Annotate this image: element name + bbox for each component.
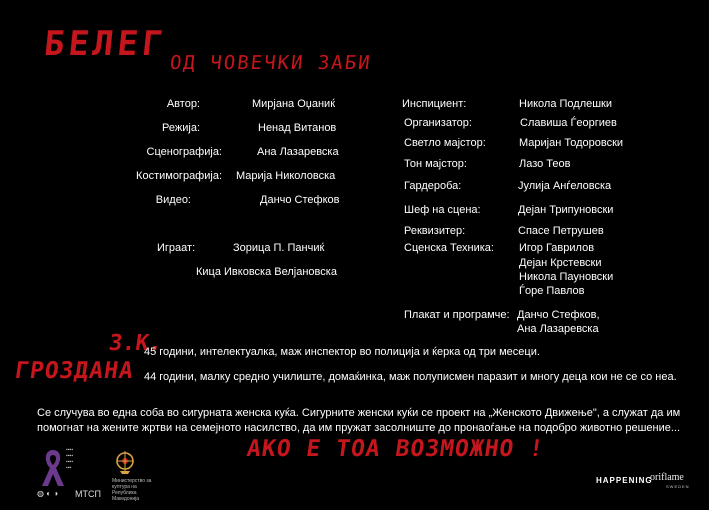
credit-name: Никола Подлешки	[519, 98, 613, 110]
credit-role: Автор:	[166, 98, 200, 110]
tech-member: Никола Пауновски	[519, 271, 614, 283]
credit-role: Шеф на сцена:	[404, 204, 481, 216]
tech-label: Сценска Техника:	[404, 242, 494, 254]
credit-name: Данчо Стефков	[260, 194, 340, 206]
ribbon-logo	[38, 448, 68, 488]
credit-role: Светло мајстор:	[404, 137, 486, 149]
character-desc-grozdana: 44 години, малку средно училиште, домаќинка, маж полуписмен паразит и многу деца кои не се со неа.	[144, 371, 677, 383]
emblem-icon	[114, 449, 136, 475]
happening-logo: HAPPENING	[596, 476, 653, 485]
oriflame-sub: SWEDEN	[666, 484, 690, 489]
ribbon-logo-caption: ▪▪▪▪ ▪▪▪▪ ▪▪▪▪ ▪▪▪	[66, 447, 74, 471]
tech-member: Ѓоре Павлов	[519, 285, 585, 297]
cast-member: Кица Ивковска Велјановска	[196, 266, 337, 278]
credit-role: Сценографија:	[146, 146, 222, 158]
credit-role: Режија:	[162, 122, 200, 134]
tagline: АКО Е ТОА ВОЗМОЖНО !	[245, 436, 546, 462]
credit-name: Ана Лазаревска	[257, 146, 339, 158]
credit-role: Реквизитер:	[404, 225, 466, 237]
tech-member: Дејан Крстевски	[519, 257, 602, 269]
character-name-grozdana: ГРОЗДАНА	[13, 358, 136, 384]
credit-name: Марија Николовска	[236, 170, 336, 182]
credit-name: Маријан Тодоровски	[519, 137, 624, 149]
poster-credit-label: Плакат и програмче:	[404, 309, 510, 321]
credit-name: Ненад Витанов	[258, 122, 337, 134]
poster-subtitle: ОД ЧОВЕЧКИ ЗАБИ	[168, 52, 373, 74]
credit-role: Инспициент:	[402, 98, 467, 110]
tech-member: Игор Гаврилов	[519, 242, 595, 254]
poster-title: БЕЛЕГ	[41, 24, 169, 64]
character-desc-zk: 45 години, интелектуалка, маж инспектор во полиција и ќерка од три месеци.	[144, 346, 540, 358]
credit-name: Славиша Ѓеоргиев	[520, 117, 617, 129]
ribbon-icon	[38, 448, 68, 488]
credit-name: Спасе Петрушев	[518, 225, 604, 237]
un-logos: ◍ ◐ ◑	[37, 489, 59, 498]
credit-role: Организатор:	[404, 117, 472, 129]
credit-role: Костимографија:	[136, 170, 222, 182]
mtsp-logo: МТСП	[75, 489, 101, 499]
credit-role: Гардероба:	[404, 180, 462, 192]
description-line: Се случува во една соба во сигурната женска куќа. Сигурните женски куќи се проект на „Женското Движење", а служат да им	[37, 407, 681, 419]
cast-member: Зорица П. Панчиќ	[233, 242, 325, 254]
credit-name: Дејан Трипуновски	[518, 204, 614, 216]
credit-role: Видео:	[155, 194, 191, 206]
credit-name: Јулија Анѓеловска	[518, 180, 612, 192]
credit-name: Лазо Теов	[519, 158, 571, 170]
character-name-zk: З.К.	[107, 331, 164, 356]
poster-credit-name: Ана Лазаревска	[517, 323, 599, 335]
ministry-emblem	[114, 449, 136, 475]
poster-credit-name: Данчо Стефков,	[517, 309, 600, 321]
description-line: помогнат на жените жртви на семејното насилство, да им пружат засолниште до пронаоѓање на подобро животно решение...	[37, 422, 681, 434]
oriflame-logo: oriflame	[650, 472, 684, 483]
credit-role: Тон мајстор:	[404, 158, 467, 170]
cast-label: Играат:	[157, 242, 196, 254]
credit-name: Мирјана Оџаниќ	[252, 98, 336, 110]
ministry-caption: Министерство за култура на Република Македонија	[112, 478, 152, 502]
